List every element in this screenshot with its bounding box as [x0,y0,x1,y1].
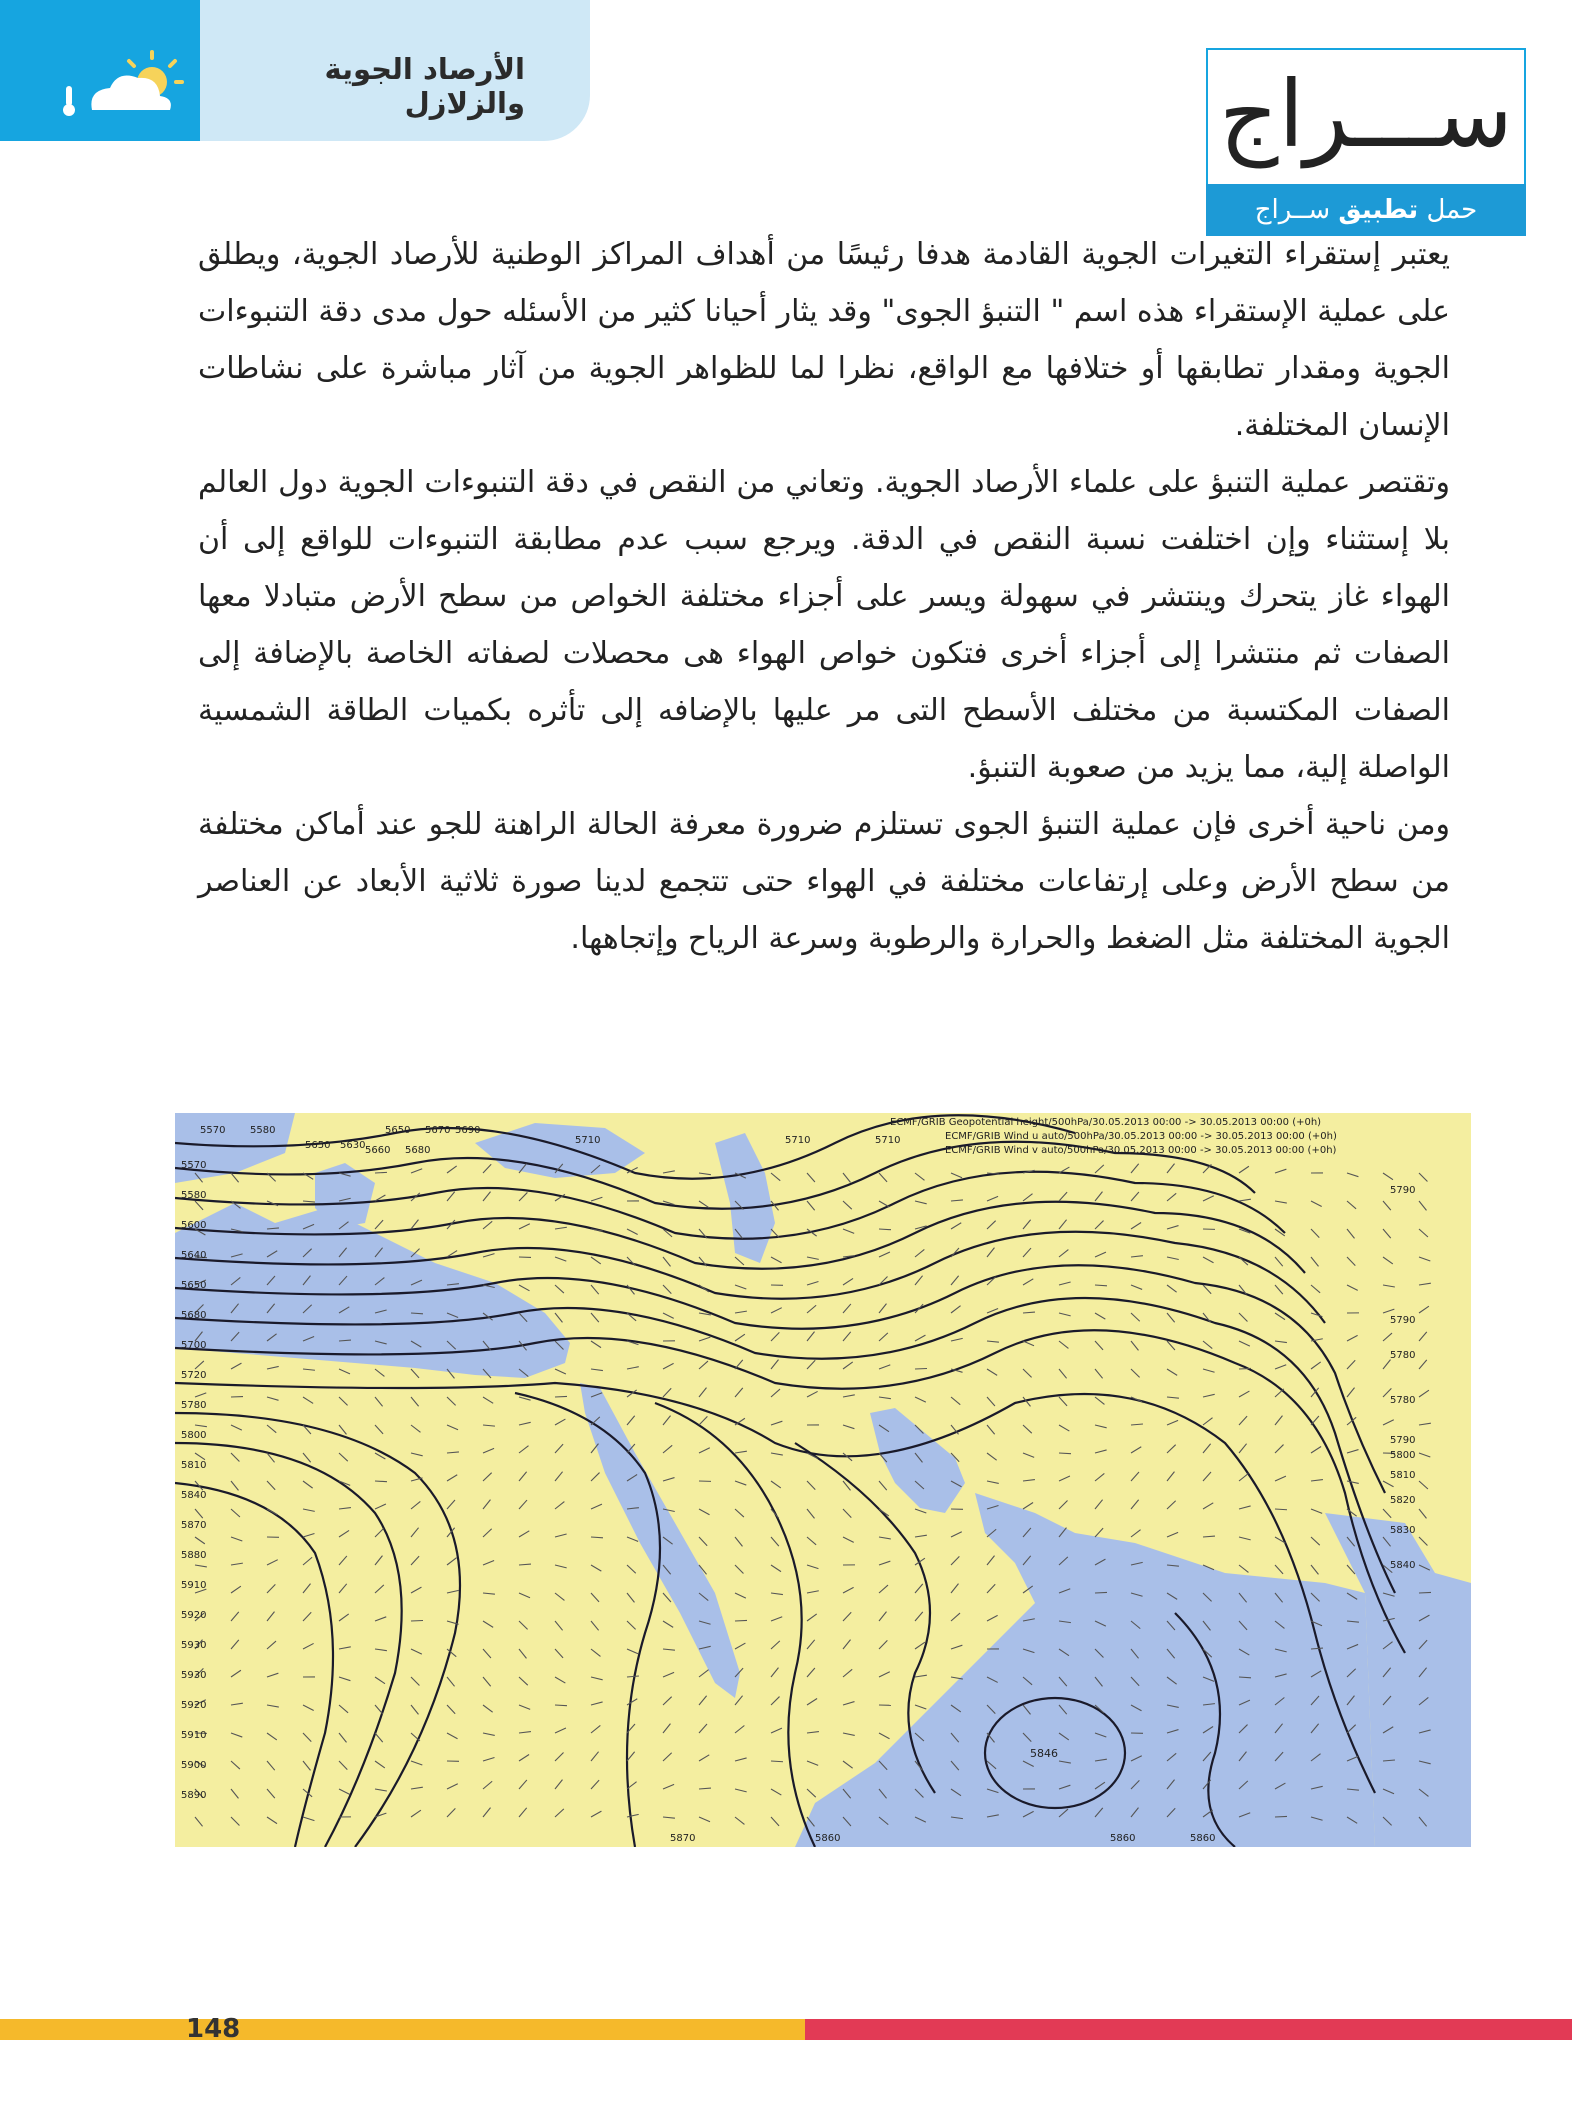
logo-word: ســـراج [1219,61,1513,168]
contour-label: 5860 [1190,1833,1216,1844]
contour-label: 5680 [181,1310,207,1321]
wind-barb [1095,1592,1107,1593]
contour-label: 5810 [1390,1470,1416,1481]
contour-label: 5660 [365,1145,391,1156]
contour-label: 5650 [181,1280,207,1291]
app-name: ســراج [1254,195,1331,225]
wind-barb [375,1172,387,1173]
app-bold: تطبيق [1338,195,1419,225]
contour-label: 5930 [181,1670,207,1681]
contour-label: 5700 [181,1340,207,1351]
contour-label: 5580 [181,1190,207,1201]
contour-label: 5780 [181,1400,207,1411]
contour-label: 5830 [1390,1525,1416,1536]
paragraph-1: يعتبر إستقراء التغيرات الجوية القادمة هدفا رئيسًا من أهداف المراكز الوطنية للأرصاد الجوية، ويطلق على عملية الإستقراء هذه اسم " التنبؤ الجوى" وقد يثار أحيانا كثير من الأسئله حول مدى دقة التنبوءات الجوية ومقدار تطابقها أو ختلافها مع الواقع، نظرا لما للظواهر الجوية من آثار مباشرة على نشاطات الإنسان المختلفة. [198,237,1450,443]
wind-barb [411,1620,423,1621]
body-text [198,226,1450,967]
contour-label: 5810 [181,1460,207,1471]
contour-label: 5840 [1390,1560,1416,1571]
legend-line-1: ECMF/GRIB Geopotential height/500hPa/30.05.2013 00:00 -> 30.05.2013 00:00 (+0h) [890,1117,1322,1128]
contour-label: 5780 [1390,1350,1416,1361]
wind-barb [1419,1592,1431,1593]
wind-barb [915,1368,927,1369]
wind-barb [771,1761,783,1762]
map-legend [890,1117,1337,1156]
contour-label: 5910 [181,1730,207,1741]
contour-label: 5670 [425,1125,451,1136]
wind-barb [1275,1509,1287,1510]
contour-label: 5710 [785,1135,811,1146]
siraj-logo [1206,48,1526,238]
contour-center-label: 5846 [1030,1747,1058,1760]
wind-barb [375,1481,387,1482]
wind-barb [1239,1368,1251,1369]
wind-barb [555,1396,567,1397]
contour-label: 5580 [250,1125,276,1136]
wind-barb [1239,1677,1251,1678]
header-icon-box [0,0,200,141]
logo-frame [1206,48,1526,186]
page-number: 148 [186,2014,241,2044]
chapter-title: الأرصاد الجوية والزلازل [324,52,525,120]
weather-cloud-sun-icon [0,0,200,141]
contour-label: 5800 [1390,1450,1416,1461]
contour-label: 5910 [181,1580,207,1591]
contour-label: 5880 [181,1550,207,1561]
contour-label: 5790 [1390,1435,1416,1446]
contour-label: 5870 [181,1520,207,1531]
wind-barb [879,1229,891,1230]
contour-label: 5900 [181,1760,207,1771]
contour-label: 5600 [181,1220,207,1231]
contour-label: 5680 [405,1145,431,1156]
contour-label: 5820 [1390,1495,1416,1506]
contour-label: 5780 [1390,1395,1416,1406]
contour-label: 5860 [815,1833,841,1844]
contour-label: 5870 [670,1833,696,1844]
contour-label: 5930 [181,1640,207,1651]
contour-label: 5650 [385,1125,411,1136]
contour-label: 5710 [575,1135,601,1146]
contour-label: 5890 [181,1790,207,1801]
paragraph-2: وتقتصر عملية التنبؤ على علماء الأرصاد الجوية. وتعاني من النقص في دقة التنبوءات الجوية دول العالم بلا إستثناء وإن اختلفت نسبة النقص في الدقة. ويرجع سبب عدم مطابقة التنبوءات للواقع إلى أن الهواء غاز يتحرك وينتشر في سهولة ويسر على أجزاء مختلفة الخواص من سطح الأرض متبادلا معها الصفات ثم منتشرا إلى أجزاء أخرى فتكون خواص الهواء هى محصلات لصفاته الخاصة بالإضافة إلى الصفات المكتسبة من مختلف الأسطح التى مر عليها بالإضافه إلى تأثره بكميات الطاقة الشمسية الواصلة إلية، مما يزيد من صعوبة التنبؤ. [198,465,1450,785]
contour-label: 5800 [181,1430,207,1441]
weather-map [175,1113,1471,1847]
wind-barb [555,1705,567,1706]
header-tab [0,0,590,141]
paragraph-3: ومن ناحية أخرى فإن عملية التنبؤ الجوى تستلزم ضرورة معرفة الحالة الراهنة للجو عند أماكن مختلفة من سطح الأرض وعلى إرتفاعات مختلفة في الهواء حتى تتجمع لدينا صورة ثلاثية الأبعاد عن العناصر الجوية المختلفة مثل الضغط والحرارة والرطوبة وسرعة الرياح وإتجاهها. [198,807,1450,956]
app-prefix: حمل [1426,195,1478,225]
contour-label: 5630 [340,1140,366,1151]
wind-barb [1275,1816,1287,1817]
contour-label: 5860 [1110,1833,1136,1844]
legend-line-3: ECMF/GRIB Wind v auto/500hPa/30.05.2013 00:00 -> 30.05.2013 00:00 (+0h) [945,1145,1337,1156]
contour-label: 5790 [1390,1315,1416,1326]
contour-label: 5790 [1390,1185,1416,1196]
wind-barb [1059,1453,1071,1454]
contour-label: 5570 [181,1160,207,1171]
contour-label: 5690 [455,1125,481,1136]
wind-barb [735,1620,747,1621]
contour-label: 5840 [181,1490,207,1501]
contour-label: 5920 [181,1700,207,1711]
contour-label: 5650 [305,1140,331,1151]
contour-label: 5710 [875,1135,901,1146]
contour-label: 5920 [181,1610,207,1621]
contour-label: 5720 [181,1370,207,1381]
contour-label: 5570 [200,1125,226,1136]
contour-label: 5640 [181,1250,207,1261]
footer-bar-yellow [0,2019,805,2040]
footer-bar-red [805,2019,1572,2040]
legend-line-2: ECMF/GRIB Wind u auto/500hPa/30.05.2013 00:00 -> 30.05.2013 00:00 (+0h) [945,1131,1337,1142]
